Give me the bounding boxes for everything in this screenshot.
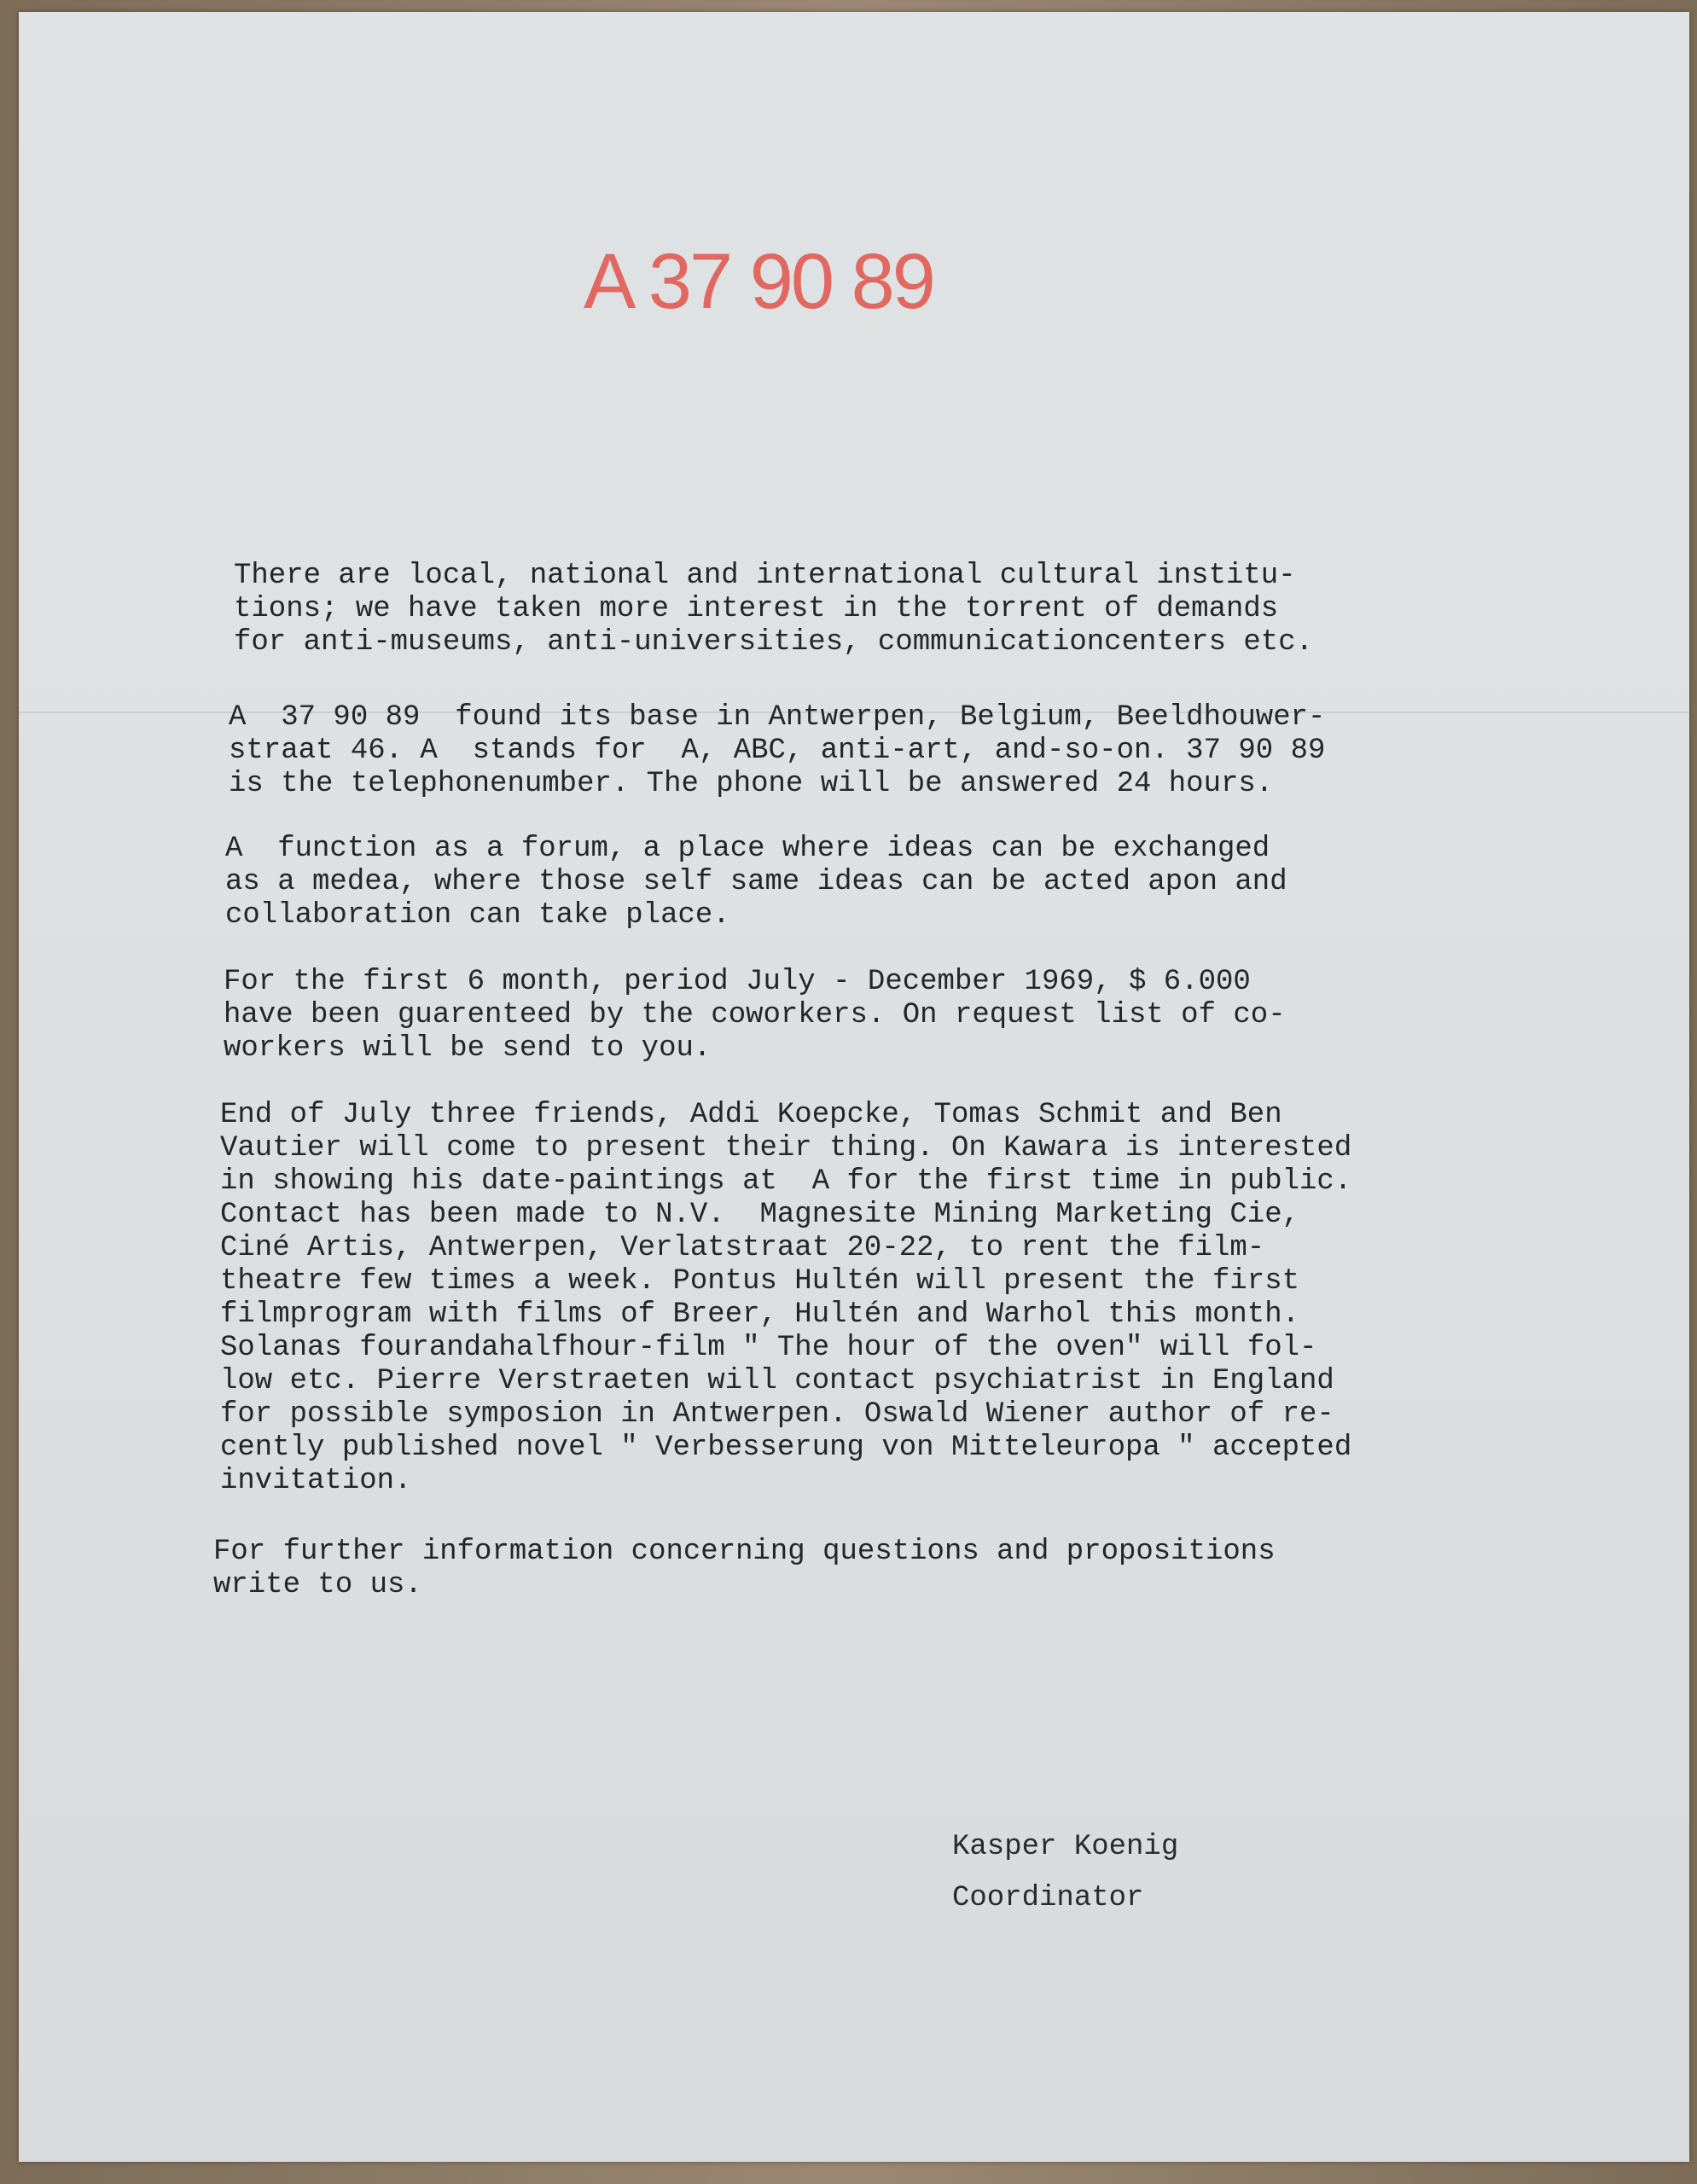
paragraph-6: For further information concerning questions and propositions write to us. [213, 1536, 1276, 1601]
signature-title: Coordinator [952, 1882, 1144, 1914]
letter-sheet [19, 12, 1689, 2162]
paragraph-5: End of July three friends, Addi Koepcke, Tomas Schmit and Ben Vautier will come to present their thing. On Kawara is interested in showing his date-paintings at A for the first time in public. Contact has been made to N.V. Magnesite Mining Marketing Cie, Ciné Artis, Antwerpen, Verlatstraat 20-22, to rent the film- theatre few times a week. Pontus Hultén will present the first filmprogram with films of Breer, Hultén and Warhol this month. Solanas fourandahalfhour-film " The hour of the oven" will fol- low etc. Pierre Verstraeten will contact psychiatrist in England for possible symposion in Antwerpen. Oswald Wiener author of re- cently published novel " Verbesserung von Mitteleuropa " accepted invitation. [220, 1099, 1352, 1497]
signature-name: Kasper Koenig [952, 1831, 1179, 1863]
paragraph-3: A function as a forum, a place where ideas can be exchanged as a medea, where those self same ideas can be acted apon and collaboration can take place. [225, 833, 1287, 932]
paragraph-1: There are local, national and international cultural institu- tions; we have taken more interest in the torrent of demands for anti-museums, anti-universities, communicationcenters etc. [234, 560, 1314, 659]
paragraph-4: For the first 6 month, period July - December 1969, $ 6.000 have been guarenteed by the coworkers. On request list of co- workers will be send to you. [224, 966, 1286, 1065]
paragraph-2: A 37 90 89 found its base in Antwerpen, Belgium, Beeldhouwer- straat 46. A stands for A, ABC, anti-art, and-so-on. 37 90 89 is the telephonenumber. The phone will be answered 24 hours. [229, 701, 1326, 800]
letterhead-stamp: A 37 90 89 [584, 238, 933, 325]
